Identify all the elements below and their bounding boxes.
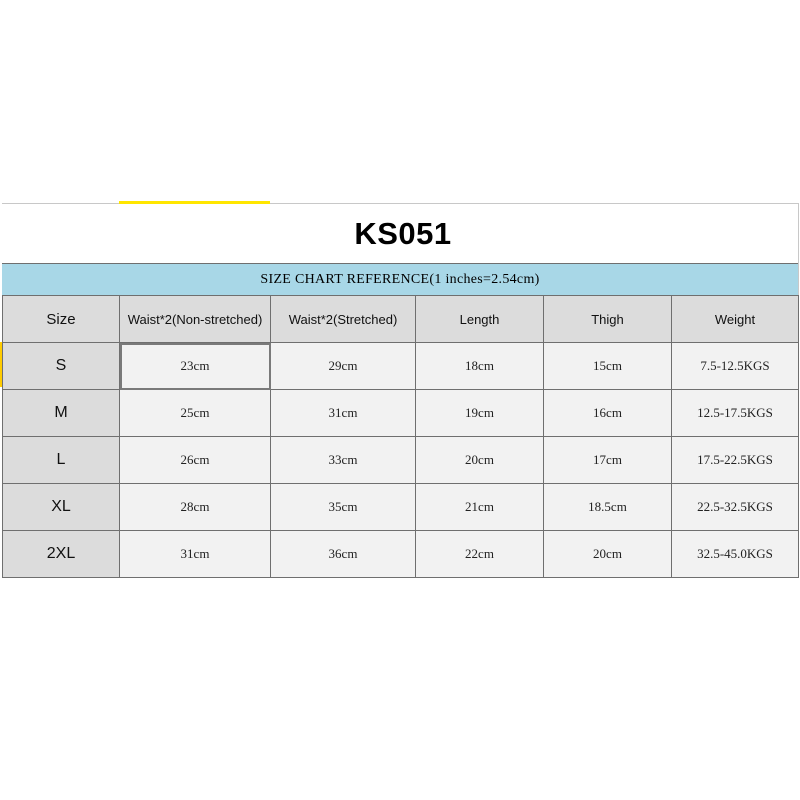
header-thigh[interactable]: Thigh: [544, 296, 672, 343]
table-cell[interactable]: 25cm: [120, 390, 271, 437]
size-cell[interactable]: M: [3, 390, 120, 437]
table-row: [3, 390, 799, 437]
reference-row: [2, 264, 798, 296]
header-row: [3, 296, 799, 343]
table-cell[interactable]: 35cm: [271, 484, 416, 531]
reference-text: SIZE CHART REFERENCE(1 inches=2.54cm): [260, 271, 540, 287]
header-size[interactable]: Size: [3, 296, 120, 343]
size-cell[interactable]: S: [3, 343, 120, 390]
table-cell[interactable]: 33cm: [271, 437, 416, 484]
size-cell[interactable]: 2XL: [3, 531, 120, 578]
table-cell[interactable]: 16cm: [544, 390, 672, 437]
table-cell[interactable]: 17.5-22.5KGS: [672, 437, 799, 484]
table-row: [3, 531, 799, 578]
table-cell[interactable]: 21cm: [416, 484, 544, 531]
table-cell[interactable]: 20cm: [416, 437, 544, 484]
title-row: [2, 204, 798, 264]
table-cell[interactable]: 12.5-17.5KGS: [672, 390, 799, 437]
table-cell[interactable]: 29cm: [271, 343, 416, 390]
table-cell[interactable]: 22.5-32.5KGS: [672, 484, 799, 531]
table-cell[interactable]: 28cm: [120, 484, 271, 531]
table-cell[interactable]: 17cm: [544, 437, 672, 484]
table-row: [3, 437, 799, 484]
table-cell[interactable]: 36cm: [271, 531, 416, 578]
table-cell[interactable]: 20cm: [544, 531, 672, 578]
table-cell[interactable]: 7.5-12.5KGS: [672, 343, 799, 390]
table-cell[interactable]: 18cm: [416, 343, 544, 390]
header-waist-stretched[interactable]: Waist*2(Stretched): [271, 296, 416, 343]
table-cell[interactable]: 15cm: [544, 343, 672, 390]
header-weight[interactable]: Weight: [672, 296, 799, 343]
table-cell[interactable]: 31cm: [120, 531, 271, 578]
size-cell[interactable]: L: [3, 437, 120, 484]
size-chart-table: [2, 295, 799, 578]
table-cell[interactable]: 26cm: [120, 437, 271, 484]
table-cell[interactable]: 19cm: [416, 390, 544, 437]
table-cell[interactable]: 32.5-45.0KGS: [672, 531, 799, 578]
selected-cell[interactable]: 23cm: [120, 343, 271, 390]
chart-title: KS051: [354, 215, 452, 251]
table-row: [3, 484, 799, 531]
size-cell[interactable]: XL: [3, 484, 120, 531]
table-cell[interactable]: 31cm: [271, 390, 416, 437]
table-row: [3, 343, 799, 390]
header-length[interactable]: Length: [416, 296, 544, 343]
table-cell[interactable]: 22cm: [416, 531, 544, 578]
header-waist-non-stretched[interactable]: Waist*2(Non-stretched): [120, 296, 271, 343]
table-cell[interactable]: 18.5cm: [544, 484, 672, 531]
